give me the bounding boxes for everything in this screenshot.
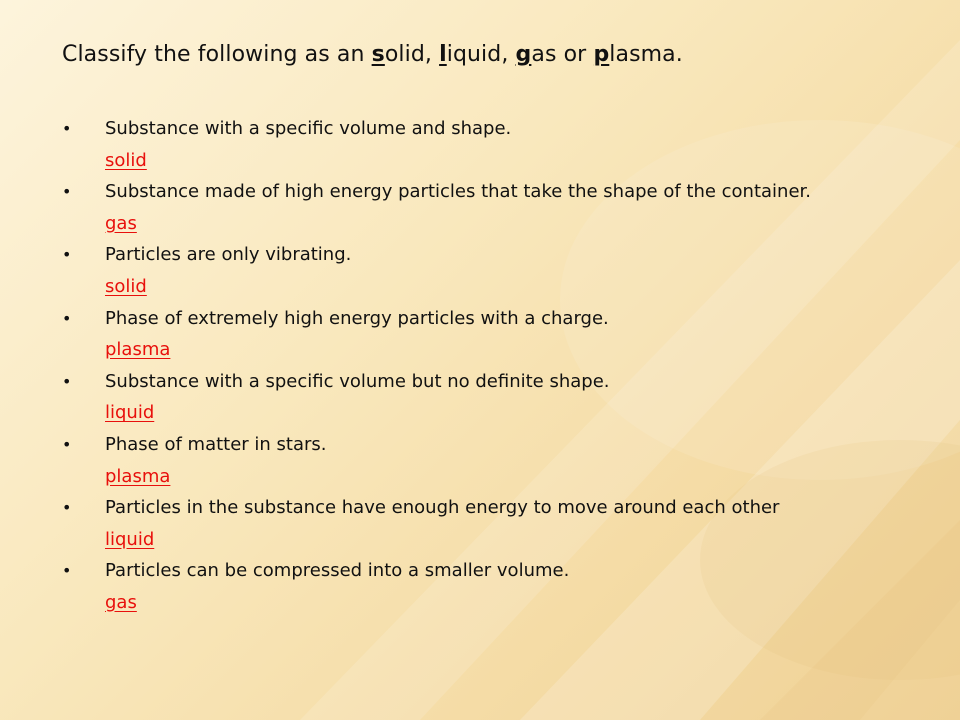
answer-link[interactable]: plasma: [105, 339, 171, 361]
bullet-icon: •: [62, 434, 72, 454]
bullet-icon: •: [62, 182, 72, 202]
title-text-4: as or: [531, 42, 594, 67]
list-item: [60, 555, 860, 618]
list-item: [60, 492, 860, 555]
question-text: Particles in the substance have enough energy to move around each other: [105, 497, 780, 519]
answer-link[interactable]: gas: [105, 591, 137, 613]
bullet-icon: •: [62, 498, 72, 518]
list-item: [60, 303, 860, 366]
bullet-icon: •: [62, 308, 72, 328]
slide-title: [62, 42, 683, 67]
title-key-letter-plasma: p: [593, 42, 610, 67]
question-text: Substance with a specific volume and shape.: [105, 118, 512, 139]
answer-link[interactable]: plasma: [105, 465, 171, 487]
question-text: Substance with a specific volume but no definite shape.: [105, 370, 610, 392]
question-text: Particles are only vibrating.: [105, 244, 352, 266]
question-list: [60, 113, 860, 619]
list-item: [60, 176, 860, 239]
list-item: [60, 429, 860, 492]
title-text-3: iquid,: [446, 42, 516, 67]
list-item: [60, 113, 860, 176]
answer-link[interactable]: solid: [105, 149, 147, 171]
answer-link[interactable]: solid: [105, 275, 147, 297]
bullet-icon: •: [62, 561, 72, 581]
question-text: Particles can be compressed into a smaller volume.: [105, 560, 570, 582]
answer-link[interactable]: liquid: [105, 528, 155, 550]
question-text: Phase of extremely high energy particles with a charge.: [105, 307, 609, 329]
title-key-letter-gas: g: [515, 42, 532, 67]
list-item: [60, 239, 860, 302]
title-key-letter-solid: s: [371, 42, 385, 67]
title-text-2: olid,: [384, 42, 440, 67]
answer-link[interactable]: gas: [105, 212, 137, 234]
title-text-5: lasma.: [609, 42, 683, 67]
question-text: Substance made of high energy particles that take the shape of the container.: [105, 181, 812, 203]
answer-link[interactable]: liquid: [105, 402, 155, 424]
list-item: [60, 366, 860, 429]
bullet-icon: •: [62, 371, 72, 391]
bullet-icon: •: [62, 119, 72, 138]
question-text: Phase of matter in stars.: [105, 433, 327, 455]
title-key-letter-liquid: l: [439, 42, 447, 67]
bullet-icon: •: [62, 245, 72, 265]
title-text-1: Classify the following as an: [62, 42, 372, 67]
